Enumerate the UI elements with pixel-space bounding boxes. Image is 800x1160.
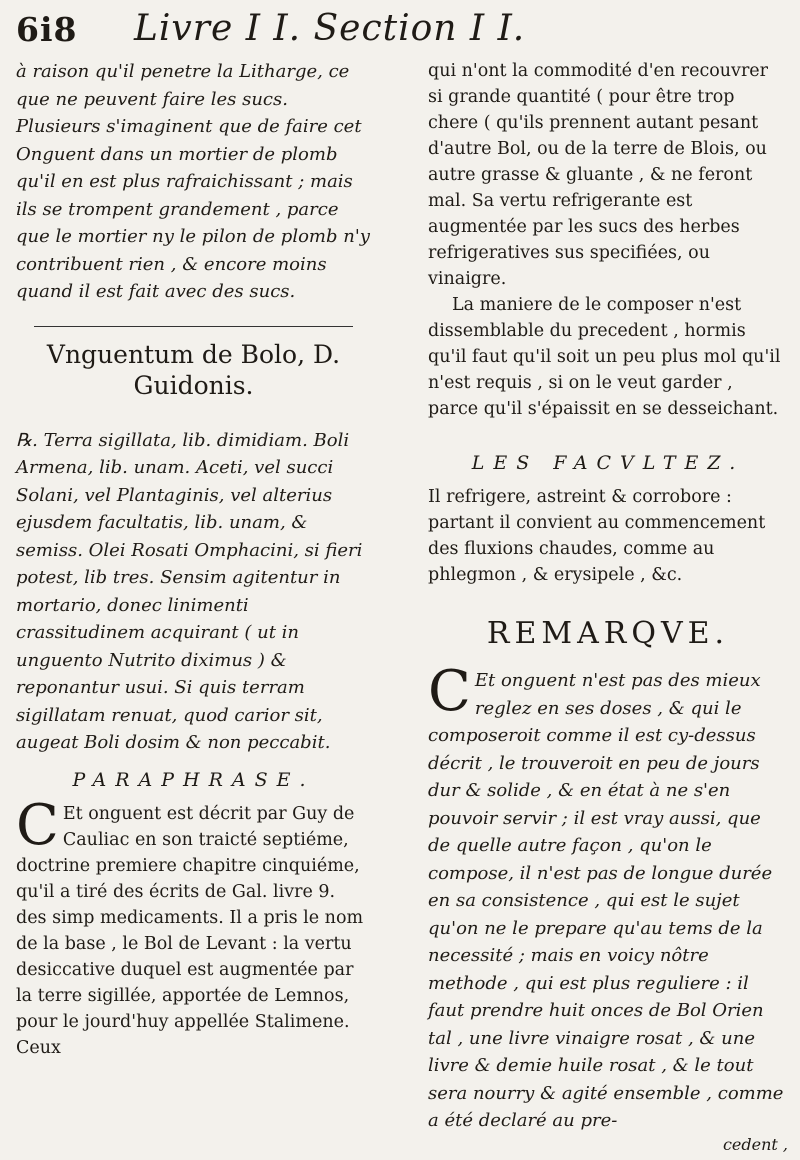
- right-column: [428, 58, 788, 1154]
- drop-cap: C: [428, 659, 471, 724]
- remarque-heading: REMARQVE.: [486, 616, 730, 651]
- recipe-title: Vnguentum de Bolo, D. Guidonis.: [46, 339, 341, 400]
- left-paragraph: à raison qu'il penetre la Litharge, ce que ne peuvent faire les sucs. Plusieurs s'imaginent que de faire cet Onguent dans un mortier de plomb qu'il en est plus rafraichissant ; mais ils se trompent grandement , parce que le mortier ny le pilon de plomb n'y contribuent rien , & encore moins quand il est fait avec des sucs.: [16, 61, 370, 302]
- composition-paragraph: La maniere de le composer n'est dissemblable du precedent , hormis qu'il faut qu'il soit un peu plus mol qu'il n'est requis , si on le veut garder , parce qu'il s'épaissit en se desseichant.: [428, 295, 781, 419]
- remarque-text: Et onguent n'est pas des mieux reglez en ses doses , & qui le composeroit comme il est cy-dessus décrit , le trouveroit en peu de jours dur & solide , & en état à ne s'en pouvoir servir ; il est vray aussi, que de quelle autre façon , qu'on le compose, il n'est pas de longue durée en sa consistence , qui est le sujet qu'on ne le prepare qu'au tems de la necessité ; mais en voicy nôtre methode , qui est plus reguliere : il faut prendre huit onces de Bol Orien tal , une livre vinaigre rosat , & une livre & demie huile rosat , & le tout sera nourry & agité ensemble , comme a été declaré au pre-: [428, 670, 784, 1131]
- page-number: 6i8: [16, 10, 78, 49]
- right-paragraph: qui n'ont la commodité d'en recouvrer si grande quantité ( pour être trop chere ( qu'ils prennent autant pesant d'autre Bol, ou de la terre de Blois, ou autre grasse & gluante , & ne feront mal. Sa vertu refrigerante est augmentée par les sucs des herbes refrigeratives sus specifiées, ou vinaigre.: [428, 61, 769, 289]
- left-column: [16, 58, 371, 1061]
- paraphrase-heading: PARAPHRASE.: [72, 768, 315, 791]
- paraphrase-block: [16, 792, 371, 1061]
- catchword: cedent ,: [722, 1134, 788, 1154]
- facultez-heading: LES FACVLTEZ.: [471, 452, 745, 474]
- page-header: [16, 10, 786, 54]
- drop-cap: C: [16, 792, 59, 858]
- section-divider: [34, 326, 353, 327]
- facultez-text: Il refrigere, astreint & corrobore : partant il convient au commencement des fluxions chaudes, comme au phlegmon , & erysipele , &c.: [428, 487, 766, 585]
- running-title: Livre I I. Section I I.: [134, 8, 526, 49]
- recipe-text: ℞. Terra sigillata, lib. dimidiam. Boli Armena, lib. unam. Aceti, vel succi Solani, vel Plantaginis, vel alterius ejusdem facultatis, lib. unam, & semiss. Olei Rosati Omphacini, si fieri potest, lib tres. Sensim agitentur in mortario, donec linimenti crassitudinem acquirant ( ut in unguento Nutrito diximus ) & reponantur usui. Si quis terram sigillatam renuat, quod carior sit, augeat Boli dosim & non peccabit.: [16, 429, 363, 753]
- paraphrase-text: Et onguent est décrit par Guy de Cauliac en son traicté septiéme, doctrine premiere chapitre cinquiéme, qu'il a tiré des écrits de Gal. livre 9. des simp medicaments. Il a pris le nom de la base , le Bol de Levant : la vertu desiccative duquel est augmentée par la terre sigillée, apportée de Lemnos, pour le jourd'huy appellée Stalimene. Ceux: [16, 803, 364, 1058]
- remarque-block: [428, 659, 788, 1135]
